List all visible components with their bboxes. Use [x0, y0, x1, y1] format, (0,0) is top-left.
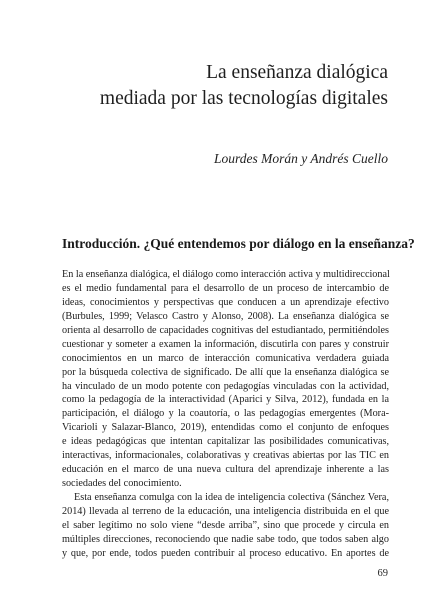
paragraph-2-line: y que, por ende, todos pueden contribuir al proceso educativo. En aportes de: [62, 547, 389, 559]
page-number: 69: [377, 568, 388, 579]
paragraph-2-line: el saber legítimo no solo viene “desde arriba”, sino que procede y circula en: [62, 519, 389, 531]
paragraph-1-line: como la pedagogía de la interactividad (Aparici y Silva, 2012), fundada en la: [62, 394, 389, 406]
body-text: [62, 268, 389, 561]
paragraph-1-line: participación, el diálogo y la coautoría, o las pedagogías emergentes (Mora-: [62, 408, 389, 420]
chapter-authors: Lourdes Morán y Andrés Cuello: [214, 151, 388, 166]
paragraph-1-line: sociedades del conocimiento.: [62, 478, 182, 490]
section-heading: Introducción. ¿Qué entendemos por diálogo en la enseñanza?: [62, 236, 415, 251]
paragraph-1-line: es el medio fundamental para el desarrollo de un proceso de intercambio de: [62, 282, 389, 294]
paragraph-1-line: conocimientos en un marco de interacción comunicativa verdadera guiada: [62, 352, 389, 364]
chapter-title: [58, 60, 388, 112]
chapter-title-line-1: La enseñanza dialógica: [206, 62, 388, 83]
paragraph-2-line: Esta enseñanza comulga con la idea de inteligencia colectiva (Sánchez Vera,: [74, 492, 389, 503]
paragraph-1-line: En la enseñanza dialógica, el diálogo como interacción activa y multidireccional: [62, 269, 390, 280]
paragraph-1-line: e ideas pedagógicas que intentan capitalizar las posibilidades comunicativas,: [62, 436, 389, 448]
paragraph-2-line: 2014) llevada al terreno de la educación, una inteligencia distribuida en el que: [62, 505, 389, 517]
paragraph-1-line: por la búsqueda colectiva de significado. De allí que la enseñanza dialógica se: [62, 366, 389, 378]
paragraph-1-line: educación en el marco de una nueva cultura del aprendizaje inherente a las: [62, 464, 389, 476]
paragraph-1-line: orienta al desarrollo de capacidades cognitivas del estudiantado, permitiéndoles: [62, 324, 389, 336]
paragraph-1-line: (Burbules, 1999; Velasco Castro y Alonso, 2008). La enseñanza dialógica se: [62, 310, 389, 322]
paragraph-1-line: interactivas, informacionales, colaborativas y creativas abiertas por las TIC en: [62, 450, 389, 462]
paragraph-1-line: ideas, conocimientos y perspectivas que conducen a un aprendizaje efectivo: [62, 296, 389, 308]
paragraph-1-line: ha vinculado de un modo potente con pedagogías vinculadas con la actividad,: [62, 380, 389, 392]
paragraph-2-line: múltiples direcciones, reconociendo que nadie sabe todo, que todos saben algo: [62, 533, 389, 545]
paragraph-1-line: Vicarioli y Salazar-Blanco, 2019), entendidas como el conjunto de enfoques: [62, 422, 389, 434]
chapter-title-line-2: mediada por las tecnologías digitales: [99, 88, 388, 109]
paragraph-1-line: cuestionar y someter a examen la información, discutirla con pares y construir: [62, 338, 389, 350]
